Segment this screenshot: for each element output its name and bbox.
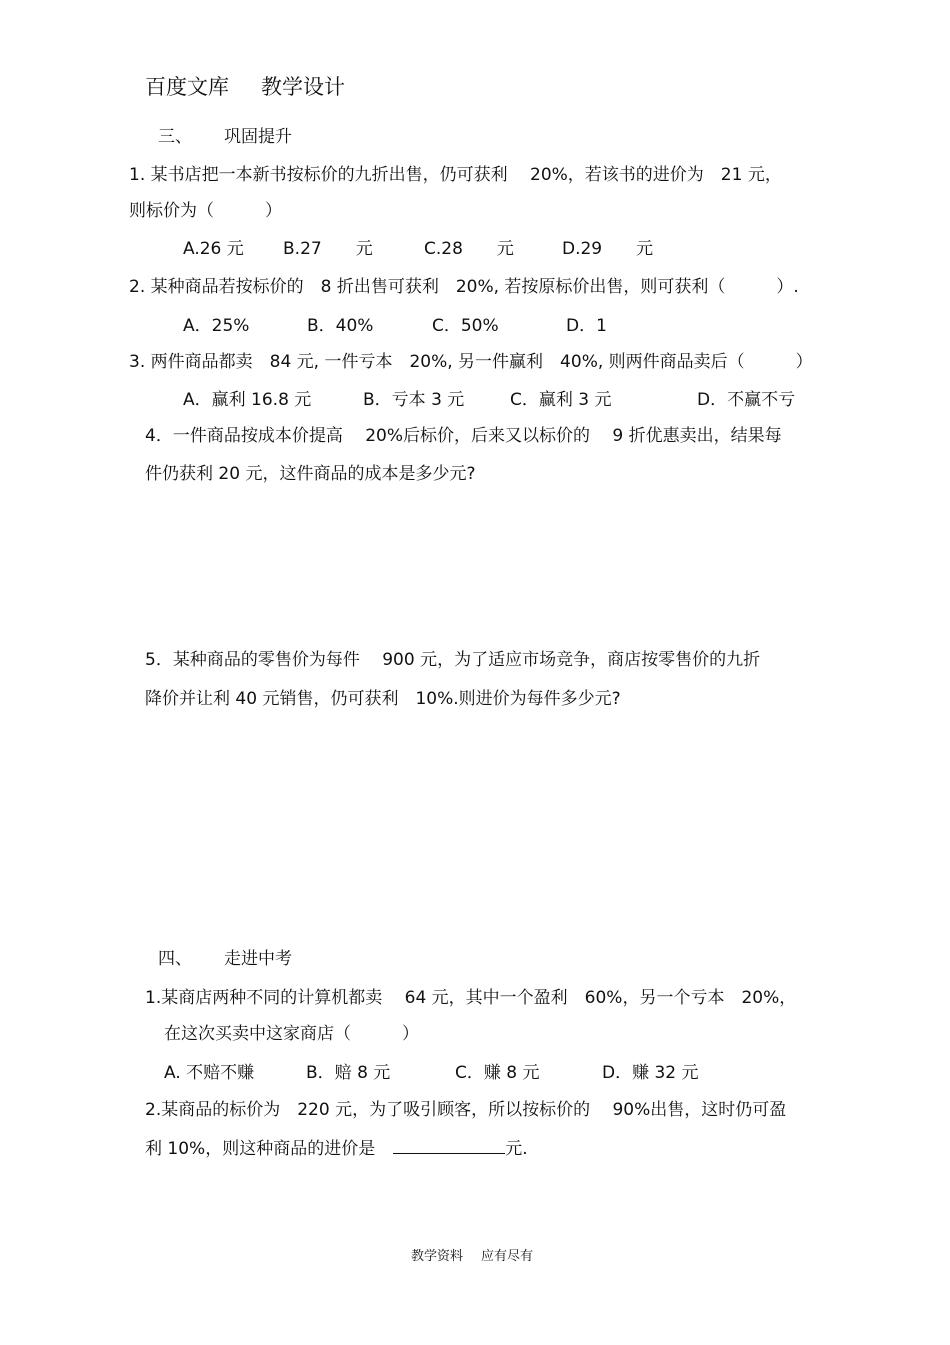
exam-q1-option-d: D．赚 32 元	[602, 1063, 699, 1083]
exam-q2-line-1: 2.某商品的标价为 220 元，为了吸引顾客，所以按标价的 90%出售，这时仍可盈	[145, 1100, 787, 1120]
section-4-title: 走进中考	[224, 949, 292, 969]
q5-line-1: 5．某种商品的零售价为每件 900 元，为了适应市场竞争，商店按零售价的九折	[145, 650, 761, 670]
page-header	[145, 74, 345, 100]
q3-option-d: D．不赢不亏	[697, 390, 796, 410]
exam-q2-line-2	[145, 1137, 528, 1160]
section-3-title: 巩固提升	[224, 127, 292, 147]
exam-q1-option-c: C．赚 8 元	[455, 1063, 540, 1083]
q3-option-a: A．赢利 16.8 元	[183, 390, 312, 410]
footer-left: 教学资料	[411, 1249, 464, 1264]
q1-option-c: C.28 元	[424, 239, 514, 259]
section-3-number: 三、	[158, 127, 192, 147]
q1-option-a: A.26 元	[183, 239, 244, 259]
q2-option-b: B．40%	[307, 316, 374, 336]
section-4-number: 四、	[158, 949, 192, 969]
exam-q1-line-1: 1.某商店两种不同的计算机都卖 64 元，其中一个盈利 60%，另一个亏本 20%，	[145, 988, 797, 1008]
header-right: 教学设计	[261, 75, 345, 99]
exam-q2-text-before: 利 10%，则这种商品的进价是	[145, 1139, 376, 1159]
footer-right: 应有尽有	[481, 1249, 534, 1264]
q2-option-c: C．50%	[432, 316, 499, 336]
q2-option-a: A．25%	[183, 316, 250, 336]
exam-q1-option-b: B．赔 8 元	[306, 1063, 391, 1083]
q2-option-d: D．1	[566, 316, 607, 336]
q4-line-1: 4．一件商品按成本价提高 20%后标价，后来又以标价的 9 折优惠卖出，结果每	[145, 426, 782, 446]
q2-line-1: 2. 某种商品若按标价的 8 折出售可获利 20%, 若按原标价出售，则可获利（ ）.	[129, 277, 799, 297]
q1-line-2: 则标价为（ ）	[129, 201, 282, 221]
q3-option-b: B．亏本 3 元	[363, 390, 465, 410]
section-4-heading	[158, 948, 292, 970]
q3-line-1: 3. 两件商品都卖 84 元, 一件亏本 20%, 另一件赢利 40%, 则两件商品卖后（ ）	[129, 352, 813, 372]
q1-line-1: 1. 某书店把一本新书按标价的九折出售，仍可获利 20%，若该书的进价为 21 元，	[129, 165, 782, 185]
header-left: 百度文库	[145, 75, 229, 99]
section-3-heading	[158, 126, 292, 148]
q5-line-2: 降价并让利 40 元销售，仍可获利 10%.则进价为每件多少元?	[145, 689, 621, 709]
exam-q1-line-2: 在这次买卖中这家商店（ ）	[164, 1024, 419, 1044]
q1-option-b: B.27 元	[283, 239, 373, 259]
page-footer	[411, 1249, 533, 1265]
exam-q1-option-a: A. 不赔不赚	[164, 1063, 255, 1083]
q3-option-c: C．赢利 3 元	[510, 390, 612, 410]
q4-line-2: 件仍获利 20 元，这件商品的成本是多少元?	[145, 464, 476, 484]
answer-blank[interactable]	[393, 1137, 505, 1154]
q1-option-d: D.29 元	[562, 239, 654, 259]
exam-q2-text-after: 元.	[505, 1139, 528, 1159]
